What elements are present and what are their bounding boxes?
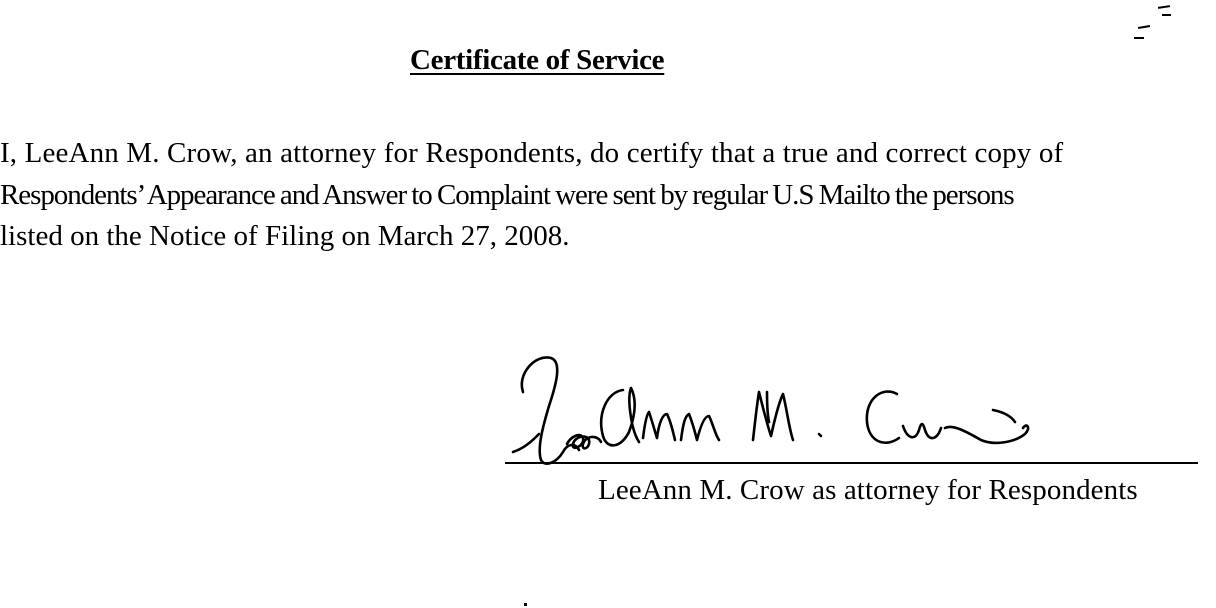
scan-artifact-mark (1134, 37, 1144, 39)
scan-artifact-mark (524, 603, 527, 606)
paragraph-line: Respondents’ Appearance and Answer to Complaint were sent by regular U.S Mailto the persons (0, 178, 1014, 211)
signature-caption: LeeAnn M. Crow as attorney for Respondents (598, 474, 1138, 506)
document-title: Certificate of Service (410, 44, 665, 76)
signature-line (505, 462, 1198, 464)
paragraph-line: listed on the Notice of Filing on March 27, 2008. (0, 220, 570, 252)
scan-artifact-mark (1138, 25, 1150, 29)
handwritten-signature (505, 352, 1200, 472)
certification-paragraph (0, 133, 1212, 258)
scan-artifact-mark (1162, 14, 1171, 16)
paragraph-line: I, LeeAnn M. Crow, an attorney for Respondents, do certify that a true and correct copy of (0, 137, 1064, 169)
scan-artifact-mark (1158, 5, 1170, 9)
